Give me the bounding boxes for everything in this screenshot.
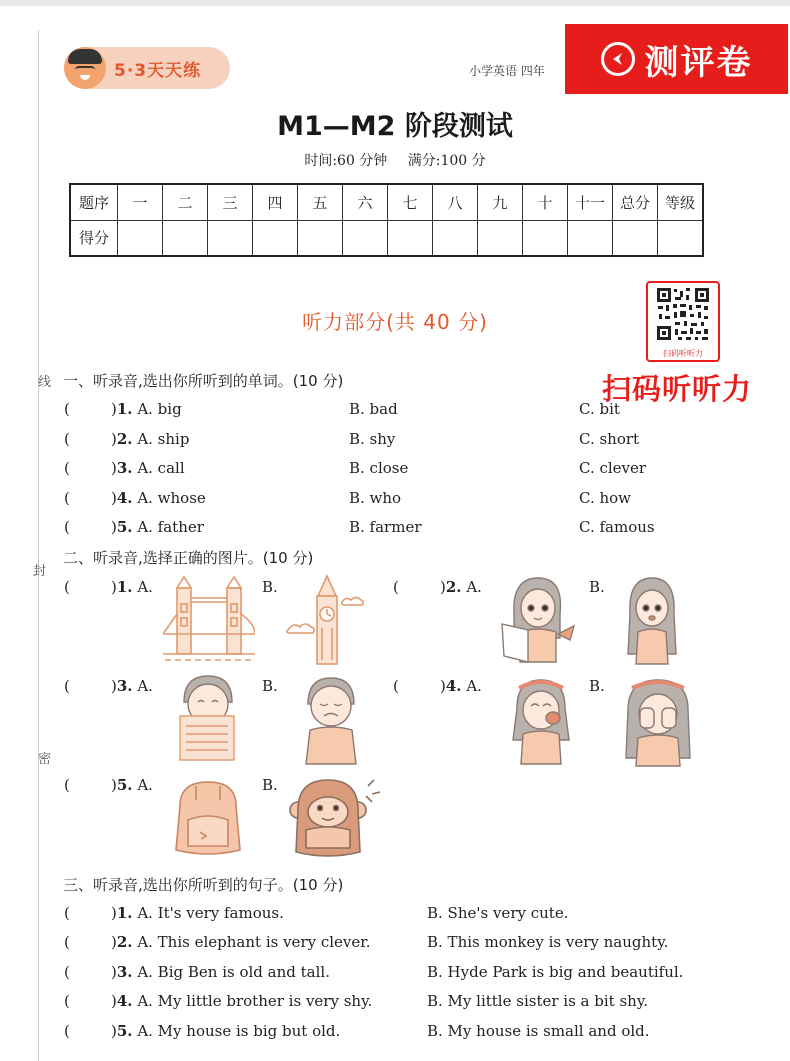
answer-open-paren[interactable]: ( [64,430,70,448]
option-a: A. ship [137,430,190,448]
monkey-backpack-picture[interactable] [282,776,382,860]
score-input-cell[interactable] [613,220,658,256]
score-table-score-row [70,220,703,256]
score-input-cell[interactable] [118,220,163,256]
option-a: A. My house is big but old. [137,1022,341,1040]
answer-close-paren: ) [440,677,446,695]
table-cell: 题序 [70,184,118,220]
question-line [111,430,189,448]
option-a: A. It's very famous. [137,904,284,922]
option-b: B. This monkey is very naughty. [427,933,669,951]
option-b: B. shy [349,430,396,448]
option-a: A. [137,776,153,794]
option-c: C. famous [579,518,655,536]
answer-close-paren: ) [111,992,117,1010]
table-cell: 二 [163,184,208,220]
qr-code-icon [656,287,710,341]
binding-mark-line: 线 [38,375,52,390]
girl-shy-picture[interactable] [624,574,680,666]
answer-open-paren[interactable]: ( [393,677,399,695]
question-number: 3. [116,963,133,981]
answer-open-paren[interactable]: ( [64,776,70,794]
question-line [111,400,182,418]
score-input-cell[interactable] [163,220,208,256]
score-input-cell[interactable] [298,220,343,256]
score-input-cell[interactable] [433,220,478,256]
binding-mark-seal: 封 [33,564,47,579]
answer-close-paren: ) [111,904,117,922]
answer-open-paren[interactable]: ( [393,578,399,596]
answer-open-paren[interactable]: ( [64,578,70,596]
subject-label: 小学英语 四年 [469,64,545,78]
answer-open-paren[interactable]: ( [64,963,70,981]
answer-close-paren: ) [111,578,117,596]
top-border [0,0,790,6]
test-badge [565,24,788,94]
answer-open-paren[interactable]: ( [64,992,70,1010]
question-number: 4. [445,677,462,695]
answer-close-paren: ) [111,677,117,695]
option-a: A. My little brother is very shy. [137,992,373,1010]
option-a: A. big [137,400,182,418]
brand-logo [64,47,230,89]
badge-text: 测评卷 [644,42,753,83]
section2-title: 二、听录音,选择正确的图片。(10 分) [63,549,314,567]
section3-title: 三、听录音,选出你所听到的句子。(10 分) [63,876,344,894]
question-number: 1. [116,578,133,596]
answer-close-paren: ) [111,963,117,981]
option-b: B. close [349,459,409,477]
answer-open-paren[interactable]: ( [64,933,70,951]
answer-close-paren: ) [111,518,117,536]
score-input-cell[interactable] [253,220,298,256]
option-a: A. [466,677,482,695]
question-number: 3. [116,459,133,477]
table-cell: 总分 [613,184,658,220]
question-line [111,933,371,951]
table-cell: 十 [523,184,568,220]
qr-code[interactable] [646,281,720,362]
question-line [111,459,185,477]
option-b: B. farmer [349,518,422,536]
score-input-cell[interactable] [478,220,523,256]
question-number: 4. [116,489,133,507]
option-a: A. father [137,518,204,536]
table-cell: 得分 [70,220,118,256]
question-number: 4. [116,992,133,1010]
page-title: M1—M2 阶段测试 [277,111,513,142]
answer-close-paren: ) [440,578,446,596]
table-cell: 等级 [658,184,704,220]
option-a: A. This elephant is very clever. [137,933,371,951]
option-a: A. call [137,459,185,477]
option-a: A. Big Ben is old and tall. [137,963,330,981]
question-line [111,578,153,596]
question-line [111,776,153,794]
option-b: B. My house is small and old. [427,1022,650,1040]
answer-open-paren[interactable]: ( [64,1022,70,1040]
binding-line [38,30,39,1061]
question-number: 5. [116,518,133,536]
option-b: B. [589,578,605,596]
back-arrow-icon [601,42,635,76]
exam-meta [0,150,790,170]
answer-open-paren[interactable]: ( [64,400,70,418]
option-b: B. [589,677,605,695]
question-number: 3. [116,677,133,695]
time-limit: 时间:60 分钟 [304,153,388,169]
option-c: C. bit [579,400,620,418]
question-number: 5. [116,1022,133,1040]
score-input-cell[interactable] [658,220,704,256]
question-number: 1. [116,400,133,418]
question-line [111,963,330,981]
answer-open-paren[interactable]: ( [64,459,70,477]
score-table [69,183,704,257]
boy-crying-picture[interactable] [296,674,366,766]
answer-open-paren[interactable]: ( [64,904,70,922]
boy-with-paper-picture[interactable] [170,672,246,766]
table-cell: 三 [208,184,253,220]
question-number: 2. [116,933,133,951]
listening-heading: 听力部分(共 40 分) [302,310,488,334]
option-b: B. bad [349,400,398,418]
question-line [111,677,153,695]
option-c: C. short [579,430,640,448]
option-c: C. how [579,489,632,507]
question-line [111,992,372,1010]
question-line [111,489,206,507]
mascot-icon [64,47,106,89]
option-b: B. [262,776,278,794]
question-line [111,1022,340,1040]
table-cell: 四 [253,184,298,220]
answer-open-paren[interactable]: ( [64,489,70,507]
option-a: A. whose [137,489,206,507]
section1-title: 一、听录音,选出你所听到的单词。(10 分) [63,372,344,390]
girl-laughing-picture[interactable] [497,674,583,766]
score-input-cell[interactable] [523,220,568,256]
answer-close-paren: ) [111,459,117,477]
question-line [111,904,284,922]
big-ben-picture[interactable] [282,574,372,666]
score-input-cell[interactable] [568,220,613,256]
answer-close-paren: ) [111,400,117,418]
score-table-header-row [70,184,703,220]
full-score: 满分:100 分 [407,153,486,169]
qr-caption: 扫码听听力 [663,349,703,358]
table-cell: 九 [478,184,523,220]
table-cell: 六 [343,184,388,220]
option-b: B. who [349,489,402,507]
score-input-cell[interactable] [208,220,253,256]
option-b: B. My little sister is a bit shy. [427,992,649,1010]
binding-mark-secret: 密 [38,752,52,767]
table-cell: 八 [433,184,478,220]
table-cell: 一 [118,184,163,220]
question-line [440,677,482,695]
option-b: B. She's very cute. [427,904,569,922]
answer-close-paren: ) [111,933,117,951]
table-cell: 五 [298,184,343,220]
question-number: 2. [116,430,133,448]
table-cell: 十一 [568,184,613,220]
brand-name: 5·3天天练 [114,60,202,81]
option-c: C. clever [579,459,647,477]
option-b: B. [262,578,278,596]
answer-close-paren: ) [111,430,117,448]
tower-bridge-picture[interactable] [163,574,255,666]
scan-to-listen: 扫码听听力 [602,372,753,406]
girl-hiding-face-picture[interactable] [622,674,694,768]
answer-open-paren[interactable]: ( [64,518,70,536]
question-line [440,578,482,596]
option-a: A. [137,578,153,596]
option-b: B. [262,677,278,695]
question-number: 2. [445,578,462,596]
answer-close-paren: ) [111,489,117,507]
option-b: B. Hyde Park is big and beautiful. [427,963,684,981]
question-line [111,518,204,536]
question-number: 1. [116,904,133,922]
old-backpack-picture[interactable] [166,776,250,860]
option-a: A. [137,677,153,695]
girl-reading-picture[interactable] [498,574,578,664]
question-number: 5. [116,776,133,794]
option-a: A. [466,578,482,596]
answer-close-paren: ) [111,776,117,794]
answer-close-paren: ) [111,1022,117,1040]
score-input-cell[interactable] [388,220,433,256]
score-input-cell[interactable] [343,220,388,256]
answer-open-paren[interactable]: ( [64,677,70,695]
table-cell: 七 [388,184,433,220]
